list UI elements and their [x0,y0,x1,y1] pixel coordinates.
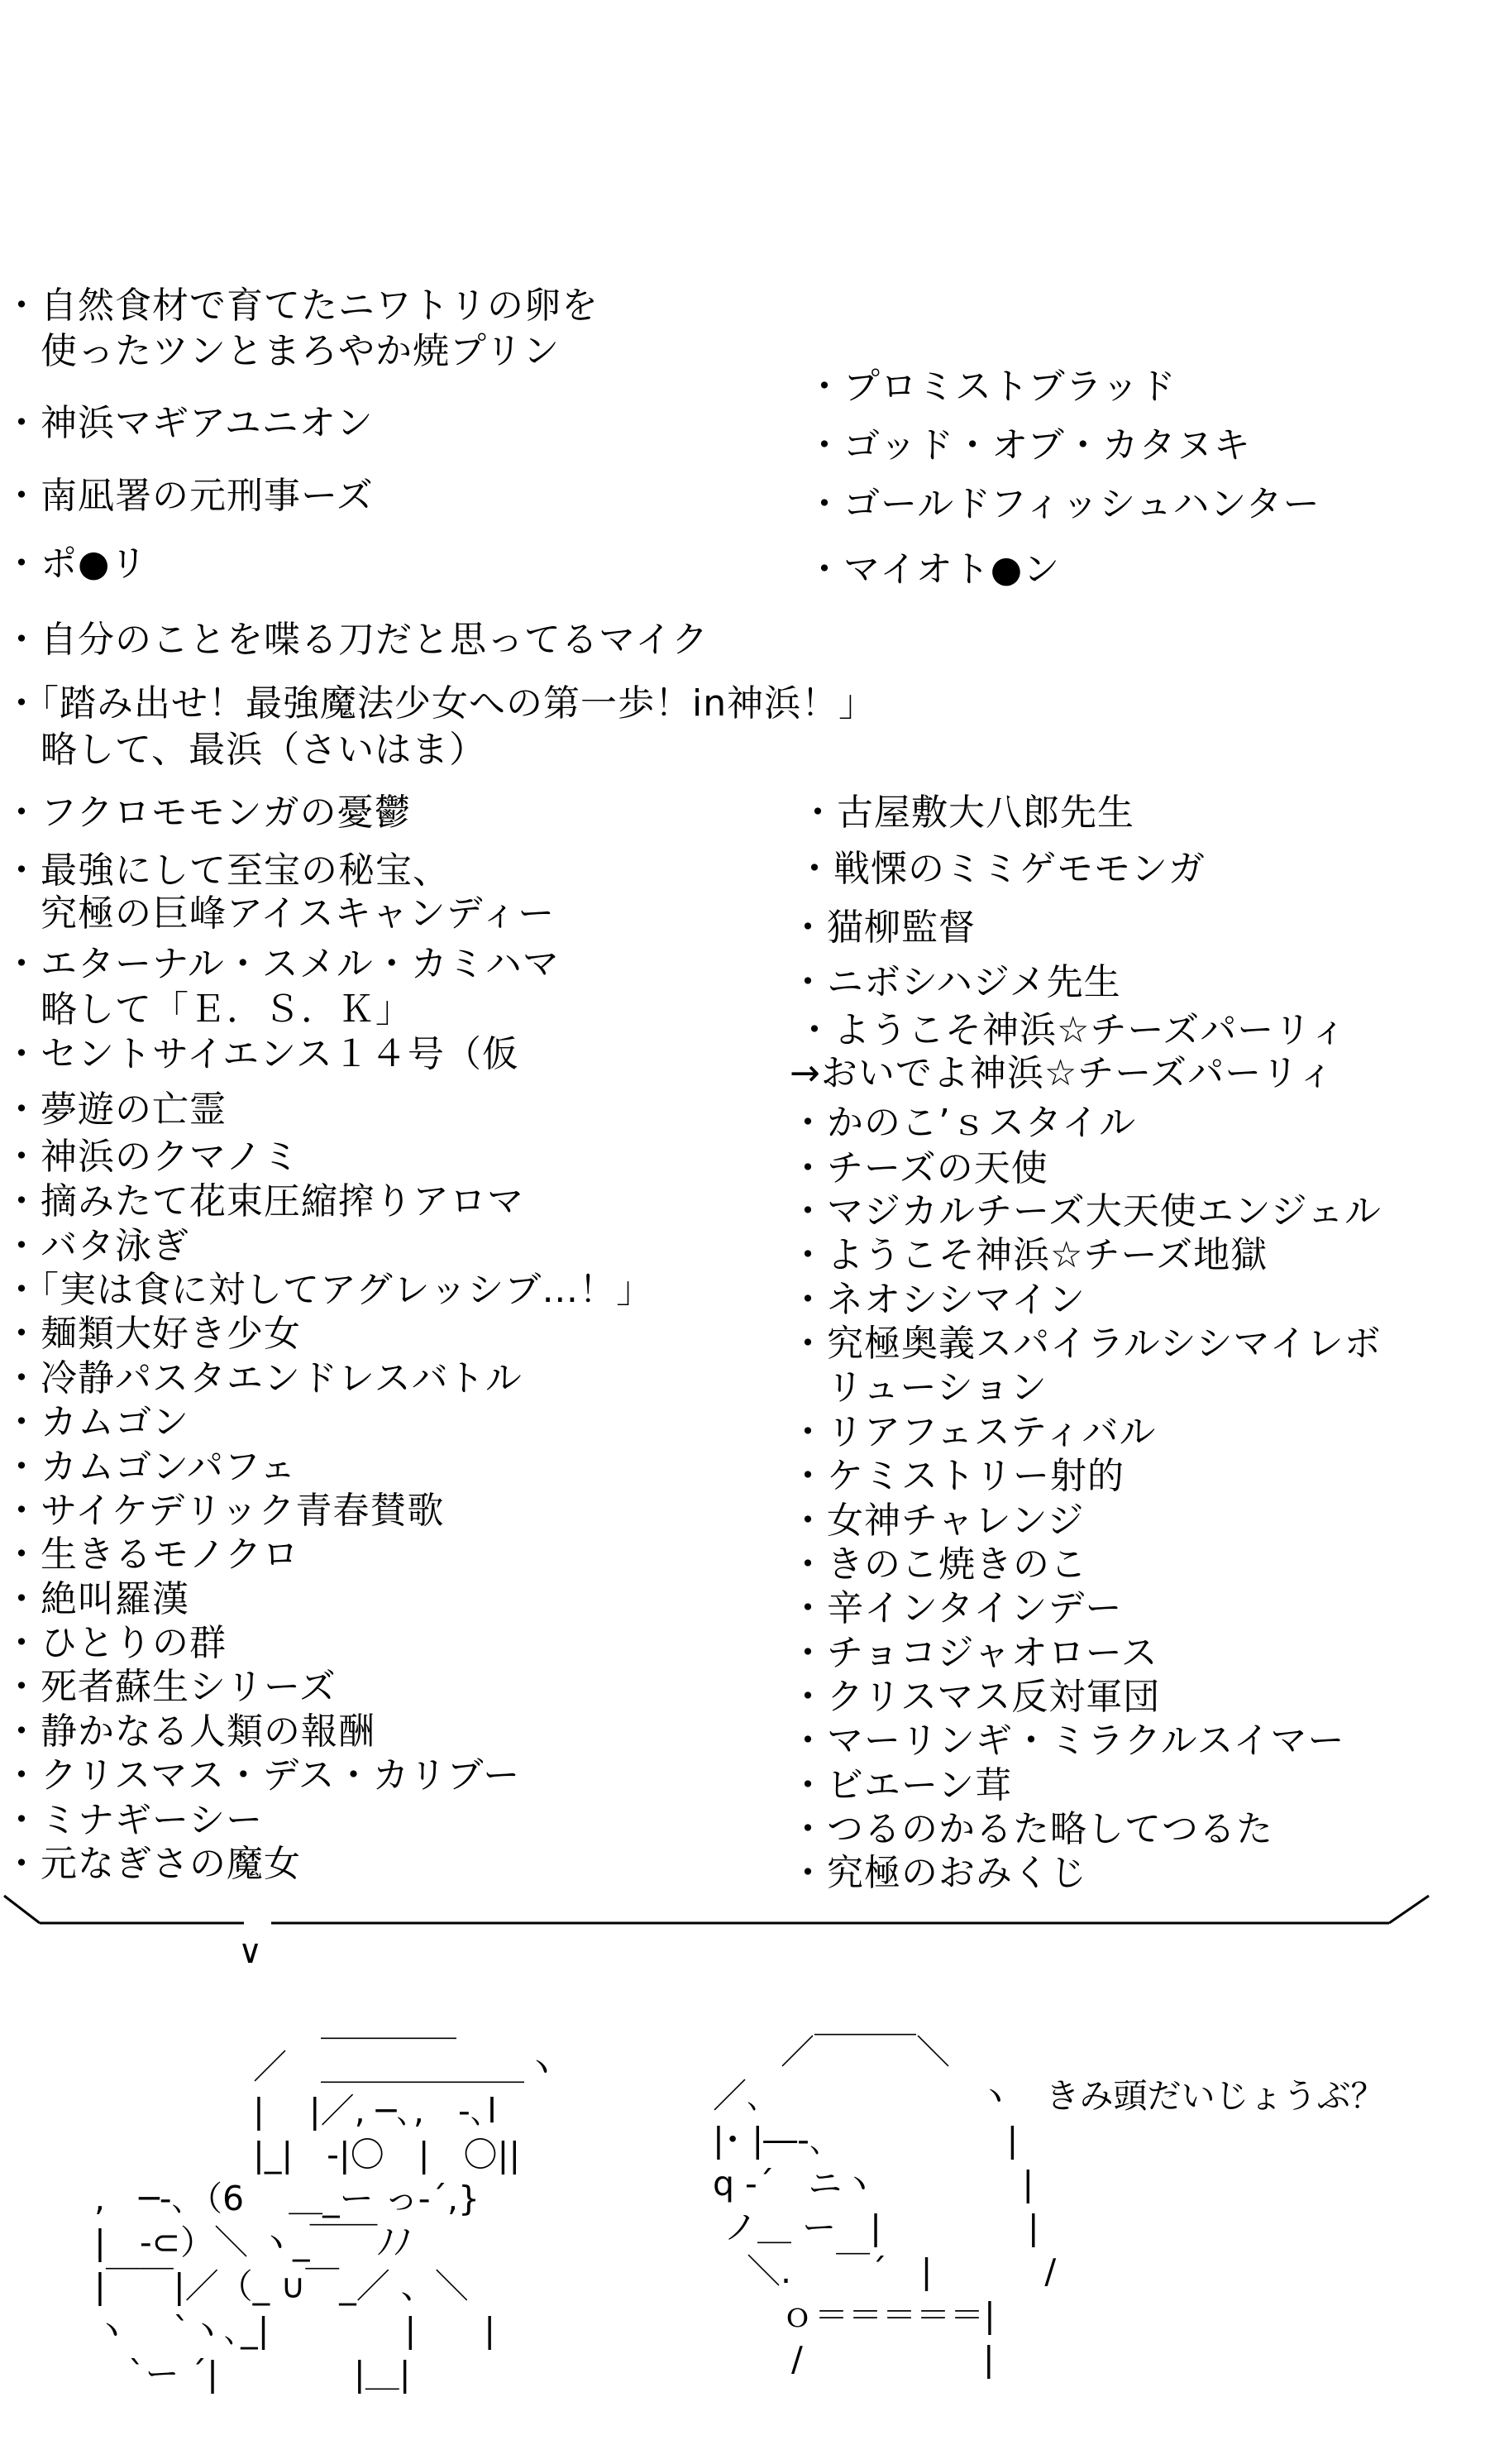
ascii-art-line: ｏ＝＝＝＝＝| [645,2295,996,2335]
ascii-art-line: ＼. ￣´ | / [645,2251,1057,2291]
ascii-art-line: ヽ `ヽ､_| | | [50,2310,496,2350]
speech-bubble-border [0,1894,1439,1960]
left-item-line: 使ったツンとまろやか焼プリン [3,330,561,372]
right-item-line: ・戦慄のミミゲモモンガ [796,848,1206,890]
right-item-line: ・かのこ’ｓスタイル [790,1102,1137,1144]
left-item-line: ・ミナギーシー [3,1799,264,1841]
left-item-line: ・カムゴンパフェ [3,1446,297,1488]
ascii-art-line: `ー ´| |＿| [50,2354,411,2394]
speech-bubble-outline [0,1894,1439,1960]
ascii-art-line: |_| -|〇 | 〇|| [50,2135,521,2175]
right-item-line: ・マイオト●ン [806,548,1061,591]
speech-bubble-tail: ∨ [238,1933,264,1971]
left-item-line: ・セントサイエンス１４号（仮 [3,1033,519,1075]
ascii-art-line: , ─-､（6 ＿_ー っ-´,} [50,2179,480,2218]
right-item-line: ・プロミストブラッド [806,366,1177,408]
left-item-line: 略して、最浜（さいはま） [3,729,487,771]
left-item-line: ・死者蘇生シリーズ [3,1666,337,1708]
right-item-line: ・マジカルチーズ大天使エンジェル [790,1190,1382,1232]
right-item-line: →おいでよ神浜☆チーズパーリィ [790,1052,1335,1094]
left-item-line: ・麺類大好き少女 [3,1313,301,1355]
ascii-art-line: | |／, ─､, -､l [50,2091,497,2131]
right-item-line: ・究極のおみくじ [790,1852,1087,1894]
right-item-line: ・チョコジャオロース [790,1632,1158,1674]
right-item-line: ・ビエーン茸 [790,1764,1013,1806]
ascii-art-line: ノ＿ ー | | [645,2208,1039,2247]
ascii-art-line: q -´ ニヽ | [645,2164,1034,2203]
right-item-line: ・究極奥義スパイラルシシマイレボ [790,1323,1382,1365]
right-item-line: ・ようこそ神浜☆チーズ地獄 [790,1234,1268,1276]
right-item-line: ・クリスマス反対軍団 [790,1676,1161,1718]
ascii-art-line: | -⊂）＼ ヽ_￣￣ﾉﾉ [50,2222,412,2262]
left-item-line: ・摘みたて花束圧縮搾りアロマ [3,1180,524,1222]
left-item-line: ・「踏み出せ！最強魔法少女への第一歩！in神浜！」 [3,682,876,725]
left-item-line: ・静かなる人類の報酬 [3,1710,375,1753]
ascii-art-line: |￣￣|／（_ ∪￣_／ 、＼ [50,2266,469,2306]
left-item-line: 究極の巨峰アイスキャンディー [3,892,556,935]
ascii-art-line: ／､ ヽ きみ頭だいじょうぶ？ [645,2076,1385,2116]
left-item-line: 略して「Ｅ．Ｓ．Ｋ」 [3,988,413,1031]
left-item-line: ・夢遊の亡霊 [3,1088,227,1131]
right-item-line: リューション [790,1366,1048,1409]
right-item-line: ・つるのかるた略してつるた [790,1808,1273,1850]
right-item-line: ・ようこそ神浜☆チーズパーリィ [796,1009,1348,1051]
left-item-line: ・「実は食に対してアグレッシブ…！」 [3,1269,654,1311]
right-item-line: ・ゴールドフィッシュハンター [806,483,1320,525]
left-item-line: ・冷静パスタエンドレスバトル [3,1357,523,1399]
left-item-line: ・ひとりの群 [3,1622,227,1664]
right-item-line: ・チーズの天使 [790,1147,1048,1189]
right-item-line: ・ケミストリー射的 [790,1455,1125,1497]
left-item-line: ・ポ●リ [3,543,148,585]
left-item-line: ・クリスマス・デス・カリブー [3,1754,521,1797]
right-item-line: ・マーリンギ・ミラクルスイマー [790,1720,1345,1762]
left-item-line: ・フクロモモンガの憂鬱 [3,792,412,834]
left-item-line: ・自然食材で育てたニワトリの卵を [3,285,599,327]
right-item-line: ・猫柳監督 [790,907,976,949]
right-item-line: ・辛インタインデー [790,1587,1123,1629]
left-item-line: ・元なぎさの魔女 [3,1843,301,1885]
left-item-line: ・エターナル・スメル・カミハマ [3,943,560,985]
ascii-art-line: ／￣￣￣＼ [645,2032,950,2072]
right-item-line: ・ゴッド・オブ・カタヌキ [806,424,1251,466]
left-item-line: ・最強にして至宝の秘宝、 [3,849,450,892]
right-item-line: ・古屋敷大八郎先生 [800,792,1134,834]
left-item-line: ・サイケデリック青春賛歌 [3,1490,445,1532]
left-item-line: ・生きるモノクロ [3,1533,300,1576]
left-item-line: ・神浜マギアユニオン [3,402,374,444]
right-item-line: ・リアフェスティバル [790,1411,1157,1453]
left-item-line: ・絶叫羅漢 [3,1578,189,1620]
left-item-line: ・南凪署の元刑事ーズ [3,475,374,517]
right-item-line: ・女神チャレンジ [790,1500,1085,1542]
left-item-line: ・神浜のクマノミ [3,1136,300,1178]
left-item-line: ・バタ泳ぎ [3,1225,189,1267]
right-item-line: ・ニボシハジメ先生 [790,961,1121,1003]
left-item-line: ・自分のことを喋る刀だと思ってるマイク [3,619,709,661]
ascii-art-line: ／ ＿＿＿＿＿＿ヽ [50,2047,558,2087]
ascii-art-line: |･ |―-､ | [645,2120,1019,2160]
ascii-art-line: ＿＿＿＿ [50,2003,456,2043]
left-item-line: ・カムゴン [3,1401,189,1443]
right-item-line: ・きのこ焼きのこ [790,1543,1087,1586]
right-item-line: ・ネオシシマイン [790,1279,1086,1321]
ascii-art-line: / | [645,2339,995,2379]
